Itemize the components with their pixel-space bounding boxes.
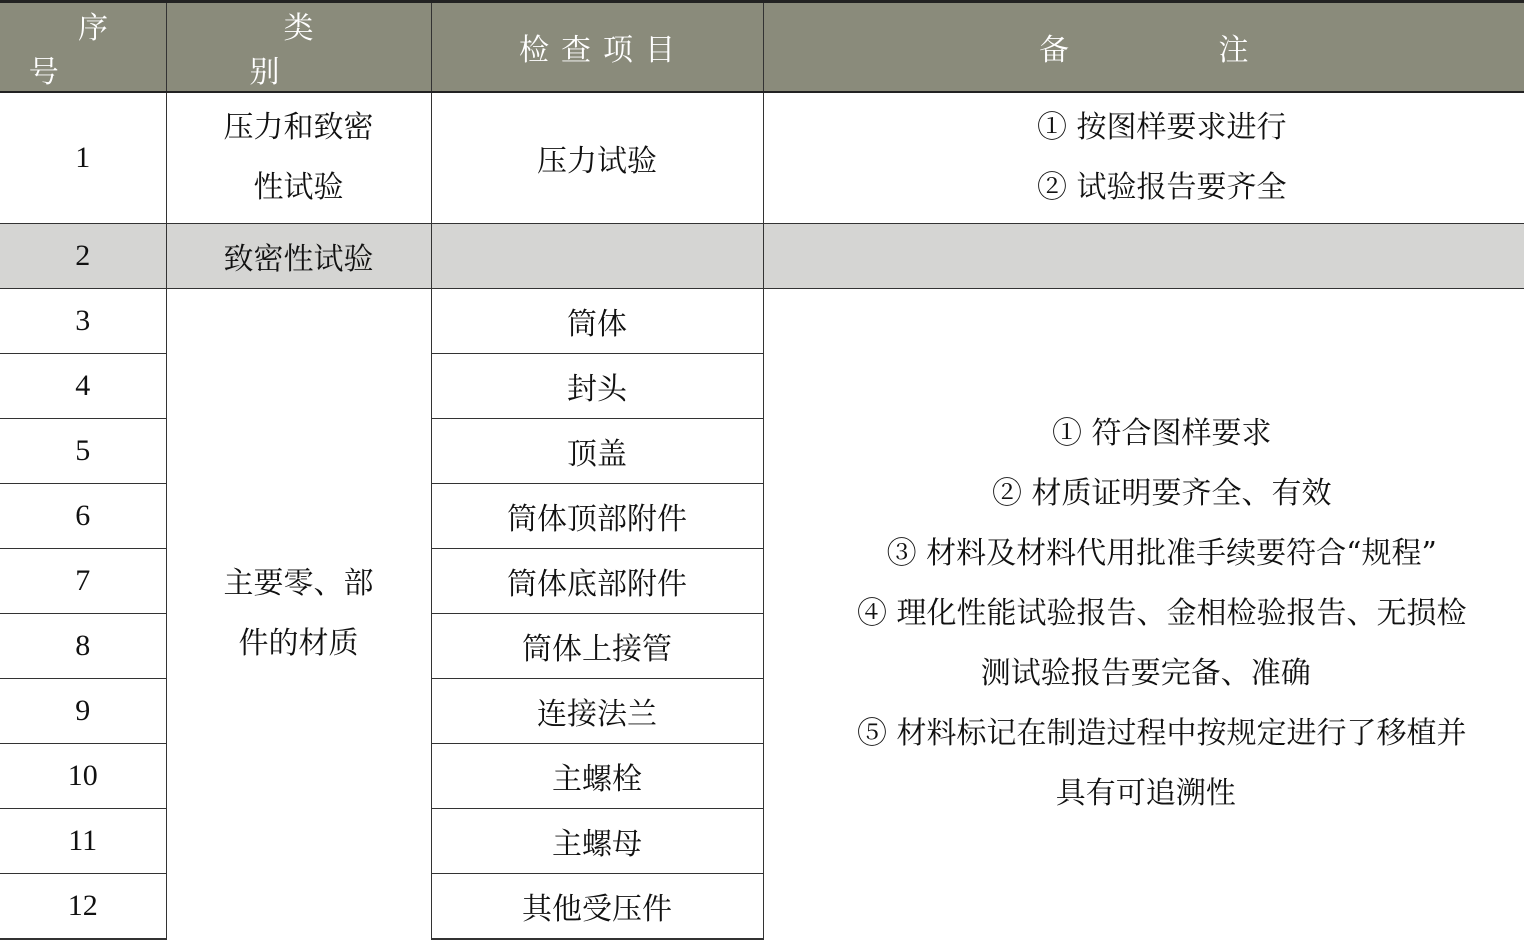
row-item: 主螺母 — [431, 809, 763, 874]
row-seq: 5 — [0, 419, 166, 484]
table-row — [0, 289, 1524, 354]
row-notes — [763, 92, 1524, 224]
header-item — [431, 2, 763, 93]
row-item: 主螺栓 — [431, 744, 763, 809]
note-line: ① 按图样要求进行 — [1036, 110, 1287, 145]
row-seq: 4 — [0, 354, 166, 419]
row-seq: 7 — [0, 549, 166, 614]
header-category-label: 类 别 — [249, 11, 382, 90]
row-seq: 12 — [0, 874, 166, 940]
category-line: 主要零、部 — [223, 566, 374, 601]
category-line: 压力和致密 — [223, 110, 374, 145]
header-item-label: 检查项目 — [519, 33, 687, 68]
row-seq: 6 — [0, 484, 166, 549]
row-seq: 11 — [0, 809, 166, 874]
group-notes — [763, 289, 1524, 940]
note-line: ② 试验报告要齐全 — [1036, 170, 1287, 205]
row-seq: 10 — [0, 744, 166, 809]
row-seq: 9 — [0, 679, 166, 744]
note-line: ① 符合图样要求 — [1051, 416, 1272, 451]
row-category — [166, 92, 431, 224]
row-item: 筒体底部附件 — [431, 549, 763, 614]
header-seq-label: 序 号 — [28, 11, 186, 90]
row-item: 筒体 — [431, 289, 763, 354]
row-notes — [763, 224, 1524, 289]
row-seq: 2 — [0, 224, 166, 289]
row-item: 其他受压件 — [431, 874, 763, 940]
row-seq: 1 — [0, 92, 166, 224]
row-item: 顶盖 — [431, 419, 763, 484]
row-category: 致密性试验 — [166, 224, 431, 289]
row-seq: 3 — [0, 289, 166, 354]
header-seq — [0, 2, 186, 93]
category-line: 性试验 — [253, 170, 344, 205]
note-line: ③ 材料及材料代用批准手续要符合“规程” — [886, 536, 1437, 571]
table-row — [0, 92, 1524, 224]
group-category — [166, 289, 431, 940]
row-seq: 8 — [0, 614, 166, 679]
row-item: 连接法兰 — [431, 679, 763, 744]
header-category — [166, 2, 431, 93]
category-line: 件的材质 — [238, 626, 359, 661]
row-item: 筒体顶部附件 — [431, 484, 763, 549]
header-row — [0, 2, 1524, 93]
note-line: 具有可追溯性 — [1055, 776, 1236, 811]
note-line: ⑤ 材料标记在制造过程中按规定进行了移植并 — [856, 716, 1467, 751]
note-line: ② 材质证明要齐全、有效 — [991, 476, 1332, 511]
note-line: 测试验报告要完备、准确 — [980, 656, 1311, 691]
row-item: 筒体上接管 — [431, 614, 763, 679]
row-item — [431, 224, 763, 289]
note-line: ④ 理化性能试验报告、金相检验报告、无损检 — [856, 596, 1467, 631]
row-item: 封头 — [431, 354, 763, 419]
row-item: 压力试验 — [431, 92, 763, 224]
header-note — [763, 2, 1524, 93]
table-row-shaded — [0, 224, 1524, 289]
header-note-label: 备 注 — [1038, 33, 1319, 68]
